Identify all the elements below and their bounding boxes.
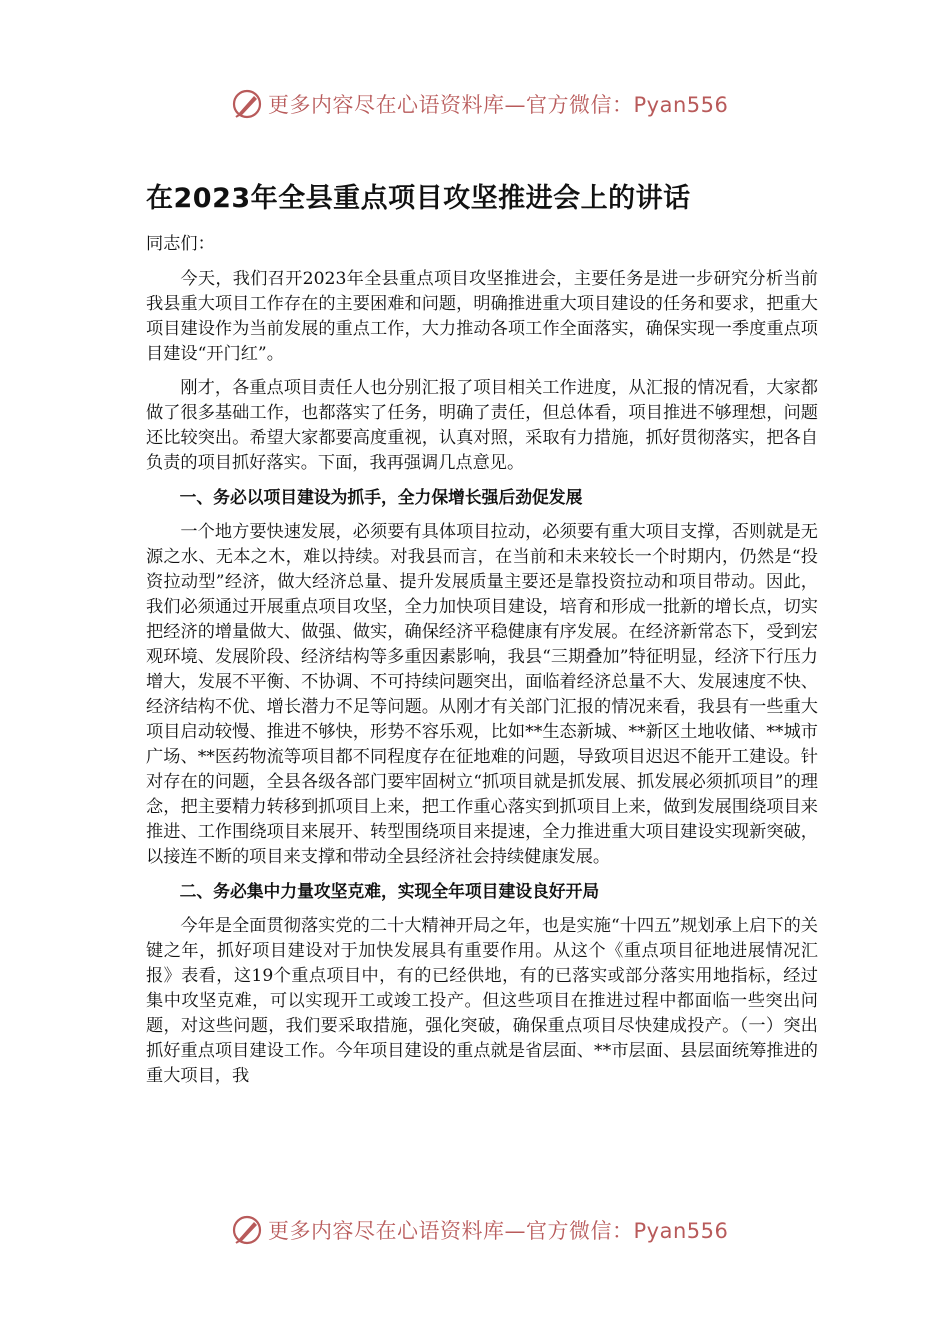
section-body-2: 今年是全面贯彻落实党的二十大精神开局之年，也是实施“十四五”规划承上启下的关键之年，抓好项目建设对于加快发展具有重要作用。从这个《重点项目征地进展情况汇报》表看，这19个重点项目中，有的已经供地，有的已落实或部分落实用地指标，经过集中攻坚克难，可以实现开工或竣工投产。但这些项目在推进过程中都面临一些突出问题，对这些问题，我们要采取措施，强化突破，确保重点项目尽快建成投产。（一）突出抓好重点项目建设工作。今年项目建设的重点就是省层面、**市层面、县层面统筹推进的重大项目，我 xyxy=(146,916,818,1086)
watermark-bottom xyxy=(230,1212,728,1248)
paragraph-reports: 刚才，各重点项目责任人也分别汇报了项目相关工作进度，从汇报的情况看，大家都做了很多基础工作，也都落实了任务，明确了责任，但总体看，项目推进不够理想，问题还比较突出。希望大家都要高度重视，认真对照，采取有力措施，抓好贯彻落实，把各自负责的项目抓好落实。下面，我再强调几点意见。 xyxy=(146,378,818,473)
document-body xyxy=(146,232,818,1098)
section-body-1: 一个地方要快速发展，必须要有具体项目拉动，必须要有重大项目支撑，否则就是无源之水、无本之木，难以持续。对我县而言，在当前和未来较长一个时期内，仍然是“投资拉动型”经济，做大经济总量、提升发展质量主要还是靠投资拉动和项目带动。因此，我们必须通过开展重点项目攻坚，全力加快项目建设，培育和形成一批新的增长点，切实把经济的增量做大、做强、做实，确保经济平稳健康有序发展。在经济新常态下，受到宏观环境、发展阶段、经济结构等多重因素影响，我县“三期叠加”特征明显，经济下行压力增大，发展不平衡、不协调、不可持续问题突出，面临着经济总量不大、发展速度不快、经济结构不优、增长潜力不足等问题。从刚才有关部门汇报的情况来看，我县有一些重大项目启动较慢、推进不够快，形势不容乐观，比如**生态新城、**新区土地收储、**城市广场、**医药物流等项目都不同程度存在征地难的问题，导致项目迟迟不能开工建设。针对存在的问题，全县各级各部门要牢固树立“抓项目就是抓发展、抓发展必须抓项目”的理念，把主要精力转移到抓项目上来，把工作重心落实到抓项目上来，做到发展围绕项目来推进、工作围绕项目来展开、转型围绕项目来提速，全力推进重大项目建设实现新突破，以接连不断的项目来支撑和带动全县经济社会持续健康发展。 xyxy=(146,522,818,867)
watermark-top-text: 更多内容尽在心语资料库—官方微信：Pyan556 xyxy=(268,93,729,117)
pen-logo-icon xyxy=(230,87,264,121)
document-title: 在2023年全县重点项目攻坚推进会上的讲话 xyxy=(146,183,691,214)
section-heading-1: 一、务必以项目建设为抓手，全力保增长强后劲促发展 xyxy=(179,487,583,507)
salutation: 同志们： xyxy=(146,234,215,254)
watermark-top xyxy=(230,86,728,122)
section-heading-2: 二、务必集中力量攻坚克难，实现全年项目建设良好开局 xyxy=(179,881,600,901)
watermark-bottom-text: 更多内容尽在心语资料库—官方微信：Pyan556 xyxy=(268,1219,729,1243)
paragraph-intro: 今天，我们召开2023年全县重点项目攻坚推进会，主要任务是进一步研究分析当前我县重大项目工作存在的主要困难和问题，明确推进重大项目建设的任务和要求，把重大项目建设作为当前发展的重点工作，大力推动各项工作全面落实，确保实现一季度重点项目建设“开门红”。 xyxy=(146,269,818,364)
pen-logo-icon xyxy=(230,1213,264,1247)
